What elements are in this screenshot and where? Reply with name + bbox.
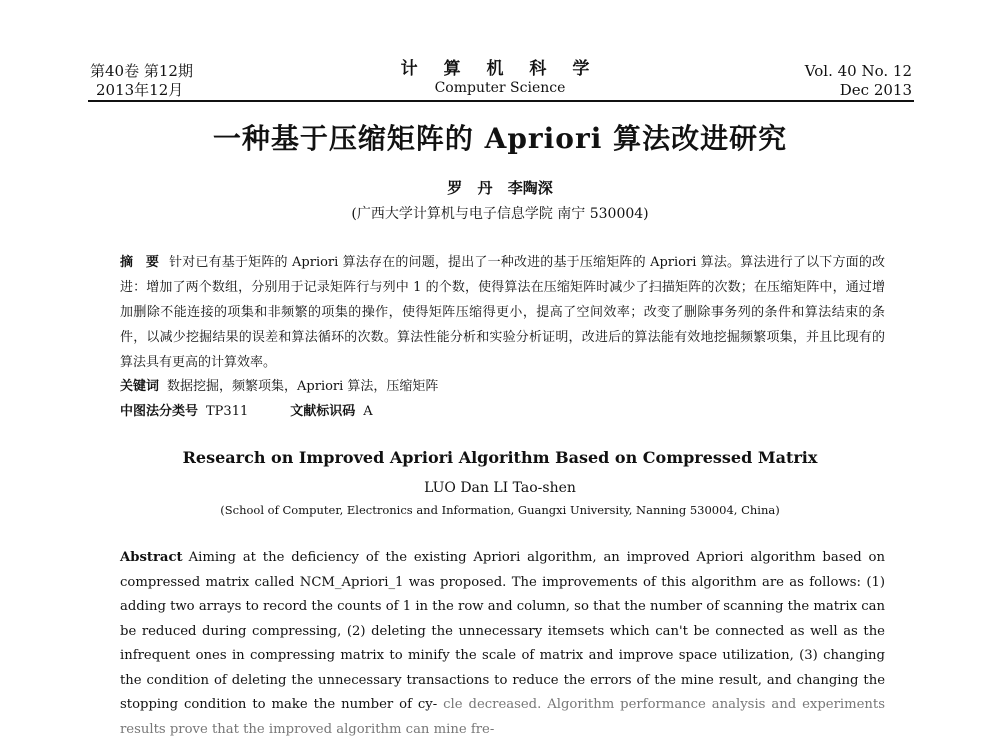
doc-code-label: 文献标识码 — [290, 404, 356, 419]
clc-label: 中图法分类号 — [120, 404, 199, 419]
keywords-cn-label: 关键词 — [120, 379, 160, 394]
paper-title-cn: 一种基于压缩矩阵的 Apriori 算法改进研究 — [212, 122, 788, 155]
journal-name-en: Computer Science — [434, 80, 566, 96]
doc-code-value: A — [363, 404, 373, 419]
volume-en: Vol. 40 No. 12 — [804, 62, 912, 80]
affiliation-en: (School of Computer, Electronics and Information, Guangxi University, Nanning 530004, China) — [220, 503, 780, 517]
date-en: Dec 2013 — [839, 81, 912, 99]
header-right — [805, 62, 912, 100]
volume-cn: 第40卷 第12期 — [90, 62, 193, 80]
abstract-cn-label: 摘 要 — [120, 255, 164, 270]
abstract-en — [120, 546, 885, 742]
clc-value: TP311 — [206, 404, 249, 419]
abstract-cn — [120, 250, 885, 375]
keywords-cn — [120, 375, 438, 394]
affiliation-cn: (广西大学计算机与电子信息学院 南宁 530004) — [351, 206, 649, 222]
abstract-en-text: Aiming at the deficiency of the existing Apriori algorithm, an improved Apriori algorithm based on compressed matrix called NCM_Apriori_1 was proposed. The improvements of this algorithm are as follows: (1) adding two arrays to record the counts of 1 in the row and column, so that the number of scanning the matrix can be reduced during compressing, (2) deleting the unnecessary itemsets which can't be connected as well as the infrequent ones in compressing matrix to minify the scale of matrix and improve space utilization, (3) changing the condition of deleting the unnecessary transactions to reduce the errors of the mine result, and changing the stopping condition to make the number of cy- — [120, 550, 885, 712]
abstract-en-cut-line: cle decreased. Algorithm performance analysis and experiments results prove that the improved algorithm can mine fre- — [120, 697, 885, 737]
header-center — [380, 60, 620, 98]
journal-name-cn: 计 算 机 科 学 — [400, 59, 600, 79]
date-cn: 2013年12月 — [96, 81, 184, 99]
header-rule — [88, 100, 914, 102]
classification-row — [120, 400, 373, 419]
authors-en: LUO Dan LI Tao-shen — [424, 480, 576, 496]
paper-title-en: Research on Improved Apriori Algorithm Based on Compressed Matrix — [182, 448, 818, 467]
abstract-cn-text: 针对已有基于矩阵的 Apriori 算法存在的问题，提出了一种改进的基于压缩矩阵的 Apriori 算法。算法进行了以下方面的改进：增加了两个数组，分别用于记录矩阵行与列中 1 的个数，使得算法在压缩矩阵时减少了扫描矩阵的次数；在压缩矩阵中，通过增加删除不能连接的项集和非频繁的项集的操作，使得矩阵压缩得更小，提高了空间效率；改变了删除事务列的条件和算法结束的条件，以减少挖掘结果的误差和算法循环的次数。算法性能分析和实验分析证明，改进后的算法能有效地挖掘频繁项集，并且比现有的算法具有更高的计算效率。 — [120, 255, 886, 370]
abstract-en-label: Abstract — [120, 550, 183, 565]
keywords-cn-text: 数据挖掘，频繁项集，Apriori 算法，压缩矩阵 — [167, 379, 439, 394]
header-left — [90, 62, 193, 100]
authors-cn: 罗 丹 李陶深 — [447, 179, 553, 197]
